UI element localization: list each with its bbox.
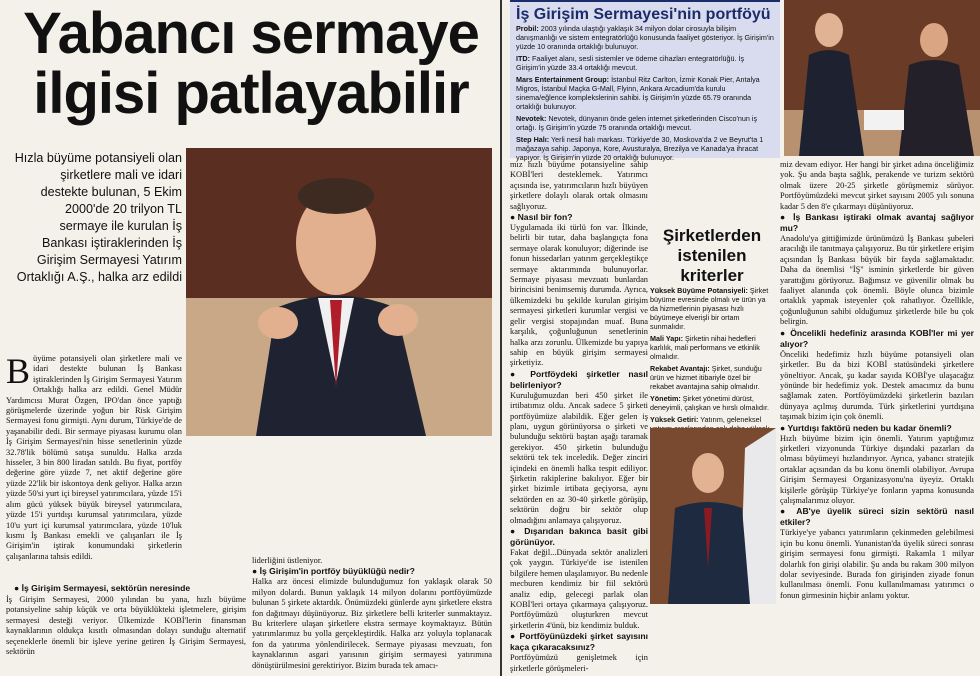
body-col1b: İş Girişim Sermayesi, 2000 yılından bu yana, hızlı büyüme potansiyeline sahip küçük ve orta büyüklükteki işletmelere, girişim sermayesi desteği veriyor. Ülkemizde KOBİ'lerin finansman kaynaklarının oldukça kısıtlı olmasından dolayı sunduğu alternatif seçeneklerle önemli bir işleve yerine getiren İş Girişim Sermayesi, sektörün: [6, 595, 246, 657]
subhead-col4d: ● AB'ye üyelik süreci sizin sektörü nasıl etkiler?: [780, 506, 974, 528]
body-col1-text: üyüme potansiyeli olan şirketlere mali ve idari destekte bulunan İş Bankası iştiraklerinden İş Girişim Sermayesi Yatırım Ortaklığı halka arz edildi. Genel Müdür Yardımcısı Murat Özgen, IPO'dan önce yaptığı görüşmelerde üzerinde yoğun bir Risk Girişim Sermayesi fonu girmişti. Aynı durum, Türkiye'de de yaşanabilir dedi. Bir sermaye piyasası kurumu olan İş Girişim Sermayesi'nin hisse senetlerinin yüzde 32.78'lik bölümü satışa sunuldu. Halka arzda hisseler, 3 bin 800 liradan satıldı. Bu fiyat, portföy değerine göre yüzde 7, net aktif değerine göre yüzde 22'lik bir iskontoya denk geliyor. Halka arzın yüzde 50'si yurt içi bireysel yatırımcılara, yüzde 15'i alım gücü yüksek büyük bireysel yatırımcılara, yüzde 15'i yurtdışı kurumsal yatırımcılara, yüzde 10'u yurt içi kurumsal yatırımcılara, yüzde 10'luk kısmı İş Bankası emekli ve çalışanları ile İş Girişim'in iştirak konumundaki şirketlerin çalışanlarına tahsis edildi.: [6, 354, 182, 561]
portrait-photo-2: [650, 428, 776, 604]
subhead-col3c: ● Dışarıdan bakınca basit gibi görünüyor.: [510, 526, 648, 547]
subhead-col1: ● İş Girişim Sermayesi, sektörün neresinde: [14, 583, 191, 593]
portfolio-item: Probil: 2003 yılında ulaştığı yaklaşık 34 milyon dolar cirosuyla bilişim danışmanlığı ve sistem entegratörlüğü konusunda faaliyet gösteriyor. İş Girişim'in yüzde 10 oranında ortaklığı bulunuyor.: [516, 24, 774, 51]
criteria-item: Yüksek Büyüme Potansiyeli: Şirket büyüme evresinde olmalı ve ürün ya da hizmetlerinin piyasası hızlı büyümeye elverişli bir ortam sunmalıdır.: [650, 286, 769, 331]
subhead-col4c: ● Yurtdışı faktörü neden bu kadar önemli?: [780, 422, 952, 433]
subhead-col2: ● İş Girişim'in portföy büyüklüğü nedir?: [252, 566, 415, 577]
portfolio-item: ITD: Faaliyet alanı, sesli sistemler ve ödeme cihazları entegratörlüğü. İş Girişim'in yüzde 33.4 ortaklığı mevcut.: [516, 54, 745, 72]
portrait-illustration-2: [650, 428, 776, 604]
portfolio-item: Step Halı: Yerli nesil halı markası. Türkiye'de 30, Moskova'da 2 ve Beyrut'ta 1 mağazaya sahip. Japonya, Kore, Avusturalya, Brezilya ve Kanada'ya ihracat yapıyor. İş Girişim'in yüzde 20 ortaklığı bulunuyor.: [516, 135, 764, 162]
portfolio-item: Mars Entertainment Group: İstanbul Ritz Carlton, İzmir Konak Pier, Antalya Migros, İstanbul Maçka G-Mall, Flyinn, Ankara Arcadium'da kurulu sinema/eğlence komplekslerinin sahibi. İş Girişim'in yüzde 65.79 oranında ortaklığı bulunuyor.: [516, 75, 760, 111]
criteria-item: Yönetim: Şirket yönetimi dürüst, deneyimli, çalışkan ve hırslı olmalıdır.: [650, 394, 770, 412]
criteria-item: Mali Yapı: Şirketin nihai hedefleri karlılık, mali performans ve etkinlik olmalıdır.: [650, 334, 760, 361]
portrait-illustration: [186, 148, 492, 436]
body-col4: miz devam ediyor. Her hangi bir şirket adına önceliğimiz yok. Şu anda başta sağlık, perakende ve turizm sektörü olmak üzere 20-25 şirketle görüşmemiz sürüyor. Portföyümüzdeki mevcut şirket sayısını 2005 yılı sonuna kadar 5 den 8'e çıkarmayı düşünüyoruz. ● İş Bankası iştiraki olmak avantaj sağlıyor mu? Anadolu'ya gittiğimizde ürünümüzü İş Bankası şubeleri aracılığı ile tanıtmaya çalışıyoruz. Bu tür şirketlere erişim açısından İş Bankası büyük bir fayda sağlamaktadır. Daha da önemlisi "İŞ" isminin şirketlerde bir güven yarattığını görüyoruz. Bağımsız ve güvenilir olmak bu faaliyet alanında çok önemli. Böyle olunca bizimle ortaklık yapmak isteyenler çok rahatlıyor. Özellikle, çoğunluğunun sahibi olduğumuz şirketlerde bile bu çok belirgin. ● Öncelikli hedefiniz arasında KOBİ'ler mi yer alıyor? Önceliki hedefimiz hızlı büyüme potansiyeli olan şirketler. Bu da bizi KOBİ statüsündeki şirketlere yöneltiyor. Ancak, şu kadar sayıda KOBİ'ye ulaşacağız yönünde bir hedefimiz yok. Destek amacımız da bunu sağlamak zaten. Portföyümüzdeki şirketlerin bazıları dünyaya açılmış durumda. Türk şirketlerini yurtdışına taşımak bizim için çok önemli. ● Yurtdışı faktörü neden bu kadar önemli? Hızlı büyüme bizim için önemli. Yatırım yaptığımız şirketleri vizyonunda Türkiye dışındaki pazarları da olması büyümeyi hızlandırıyor. Ayrıca, yabancı stratejik ortaklar açısından da bu konu önemli olabiliyor. Avrupa Girişim Sermayesi Organizasyonu'na üyeyiz. Ortaklı kişilerle görüşüp Türkiye'ye fonların yapma konusunda çalışmalarımız oluyor. ● AB'ye üyelik süreci sizin sektörü nasıl etkiler? Türkiye'ye yabancı yatırımların çekinmeden gelebilmesi için bu konu önemli. Yunanistan'da üyelik süreci sonrası girişim sermayesi fonu girmişti. Rakamla 1 milyar dolarlık fon girişi olabilir. Şu anda bu rakam 300 milyon dolar seviyesinde. Burada fon girişinden ziyade fonun kullanılması önemli. Fonu kullanılmaması yatırımcı o fonun girmesinin hiçbir anlamı yoktur.: [780, 160, 974, 600]
portfolio-title: İş Girişim Sermayesi'nin portföyü: [516, 6, 771, 23]
main-photo: [186, 148, 492, 436]
page-divider: [500, 0, 502, 676]
body-col3: mız hızlı büyüme potansiyeline sahip KOBİ'leri desteklemek. Yatırımcı açısında ise, yatırımcıların hızlı büyüyen şirketlere dolaylı olarak ortak olmasını sağlıyoruz. ● Nasıl bir fon? Uygulamada iki türlü fon var. İlkinde, belirli bir tutar, daha başlangıçta fona sermaye olarak konuluyor; diğerinde ise fonun hissedarları yatırım gerçekleştikçe sermaye aktarımında bulunuyorlar. Sermaye piyasası mevzuatı bunlardan birincisini benimsemiş durumda. Ayrıca, ülkemizdeki bu şekilde kurulan girişim sermayesi şirketleri kurumlar vergisi ve gelir vergisi stopajından muaf. Buna karşılık, çoğunluğunun senetlerinin halka arzı zorunlu. Ülkemizde bu yapıya sahip en büyük girişim sermayesi şirketiyiz. ● Portföydeki şirketler nasıl belirleniyor? Kuruluğumuzdan beri 450 şirket ile irtibatımız oldu. Ancak sadece 5 şirketi portföyümüze alabildik. Eğer gelen iş planı, uygun görünüyorsa o şirketi ve bulunduğu sektörü baştan aşağı taramak gerekiyor. 450 şirketin bulunduğu sektörü tek tek inceledik. Değer zinciri içindeki en önemli halka tespit ediliyor. Şirketin rakiplerine bakılıyor. Eğer bir şirket bizimle irtibata geçiyorsa, aynı sektörden en az 30-40 şirketle görüşüp, sektörün doğru bir sektör olup olmadığını anlamaya çalışıyoruz. ● Dışarıdan bakınca basit gibi görünüyor. Fakat değil...Dünyada sektör analizleri çok yaygın. Türkiye'de ise istenilen bilgilere hemen ulaşılamıyor. Bu nedenle mecburen kendimiz bir fiil sektörü analiz edip, gelecegi parlak olan KOBİ'leri ortaya çıkarmaya çalışıyoruz. Portföyümüzü oluşturkren mevcut şirketlerin 4'ünü, biz kendimiz bulduk. ● Portföyünüzdeki şirket sayısını kaça çıkaracaksınız? Portföyümüzü genişletmek için şirketlerle görüşmeleri-: [510, 160, 648, 673]
body-column-1-wide: [6, 502, 246, 582]
body-col2: liderliğini üstleniyor. ● İş Girişim'in portföy büyüklüğü nedir? Halka arz öncesi elimizde bulunduğumuz fon yaklaşık olarak 50 milyon dolardı. Bunun yaklaşık 14 milyon dolarını portföyümüzde bulunan 5 şirkete aktardık. Önümüzdeki günlerde aynı şirketlere ekstra fon dağıtmayı düşünüyoruz. Biz şirketlere belli kriterler sunmaktayız. Bu kriterlere ulaşan şirketlere ekstra sermaye koymaktayız. Bütün yatırımlarımız bu yolla gerçekleştirdik. Halka arz yoluyla toplanacak fon da yatırıma yönlendirilecek. Sermaye piyasası mevzuatı, fon kaynaklarının asgari yarısının girişim sermayesi yatırımına dönüştürülmesini gerektiriyor. Bizim burada tek amacı-: [252, 556, 492, 670]
meeting-illustration: [784, 0, 980, 156]
subhead-col3a: ● Nasıl bir fon?: [510, 212, 573, 223]
criteria-box: [650, 226, 774, 424]
portfolio-item: Nevotek: Nevotek, dünyanın önde gelen internet şirketlerinden Cisco'nun iş ortağı. İş Girişim'in yüzde 75 oranında ortaklığı mevcut.: [516, 114, 758, 132]
criteria-title: Şirketlerden istenilen kriterler: [662, 226, 762, 285]
meeting-photo: [784, 0, 980, 156]
portfolio-box: [510, 0, 780, 162]
drop-cap: B: [6, 351, 31, 391]
body-column-1: [6, 351, 182, 561]
deck: Hızla büyüme potansiyeli olan şirketlere mali ve idari destekte bulunan, 5 Ekim 2000'de 20 trilyon TL sermaye ile kurulan İş Bankası iştiraklerinden İş Girişim Sermayesi Yatırım Ortaklığı A.Ş., halka arz edildi: [14, 151, 182, 284]
subhead-col3d: ● Portföyünüzdeki şirket sayısını kaça çıkaracaksınız?: [510, 631, 648, 653]
subhead-col3b: ● Portföydeki şirketler nasıl belirleniyor?: [510, 368, 648, 390]
subhead-col4b: ● Öncelikli hedefiniz arasında KOBİ'ler mi yer alıyor?: [780, 327, 974, 349]
criteria-item: Rekabet Avantajı: Şirket, sunduğu ürün ve hizmet itibariyle özel bir rekabet avantajına sahip olmalıdır.: [650, 364, 762, 391]
criteria-item: Yüksek Getiri: Yatırım, geleneksel: [650, 415, 762, 424]
headline: Yabancı sermaye ilgisi patlayabilir: [23, 1, 479, 126]
subhead-col4a: ● İş Bankası iştiraki olmak avantaj sağlıyor mu?: [780, 212, 974, 234]
